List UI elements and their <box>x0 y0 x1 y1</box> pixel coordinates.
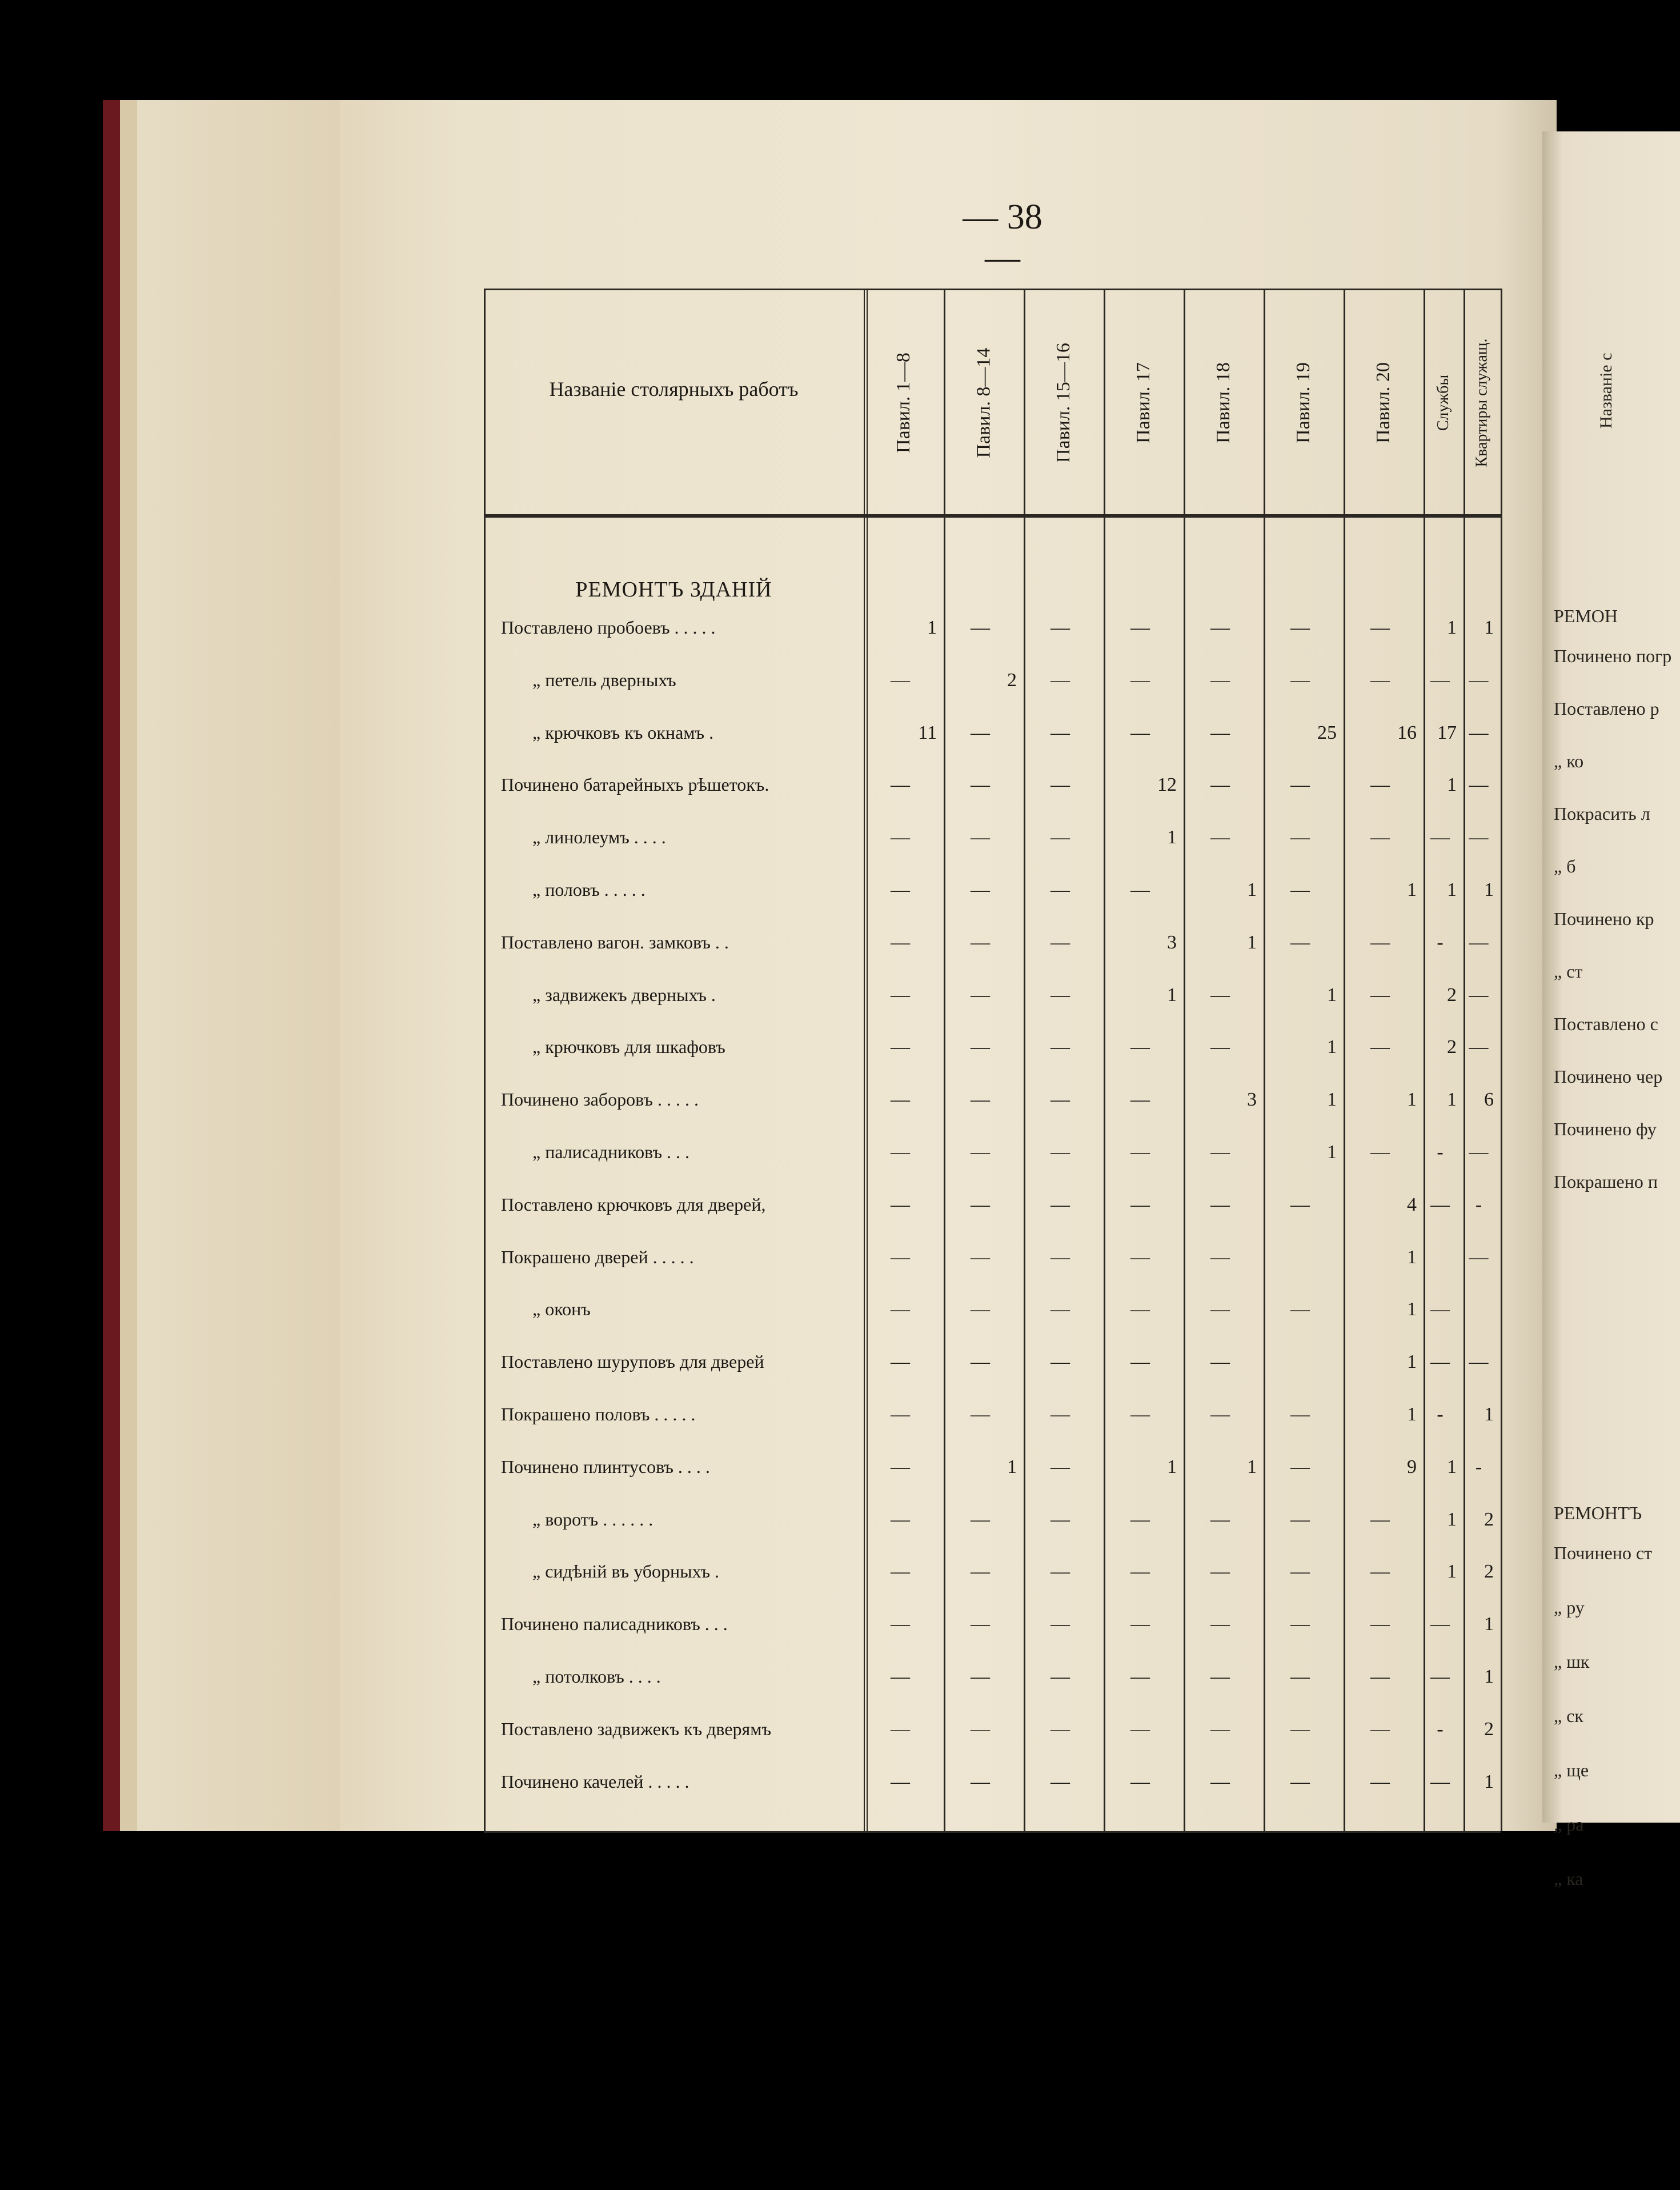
table-cell: 3 <box>1167 931 1177 953</box>
table-cell: — <box>891 669 910 691</box>
table-cell: — <box>1050 879 1070 900</box>
table-cell: 17 <box>1437 722 1457 743</box>
table-cell: — <box>1210 1771 1230 1792</box>
table-cell: — <box>1210 1718 1230 1740</box>
column-header <box>864 294 944 511</box>
table-cell: 1 <box>1407 1246 1417 1268</box>
column-header-label: Павил. 20 <box>1373 362 1394 443</box>
table-cell: 2 <box>1447 1036 1457 1058</box>
table-cell: — <box>971 1404 990 1425</box>
table-cell: — <box>1469 1036 1489 1058</box>
right-page-line: Поставлено р <box>1554 698 1659 719</box>
column-header <box>944 294 1024 511</box>
column-header <box>1184 294 1264 511</box>
table-row <box>484 722 1501 759</box>
row-label: „ линолеумъ . . . . <box>532 827 666 848</box>
row-label: „ оконъ <box>532 1299 591 1320</box>
table-cell: 1 <box>1407 1351 1417 1373</box>
table-cell: — <box>1290 1666 1310 1687</box>
table-cell: 9 <box>1407 1456 1417 1478</box>
table-cell: — <box>1050 1718 1070 1740</box>
table-cell: — <box>1290 774 1310 796</box>
table-cell: 16 <box>1397 722 1417 743</box>
table-cell: — <box>971 1194 990 1215</box>
right-page-line: Поставлено с <box>1554 1014 1658 1034</box>
row-label: Поставлено шуруповъ для дверей <box>501 1351 764 1372</box>
table-cell: 2 <box>1484 1508 1494 1530</box>
table-cell: 2 <box>1447 984 1457 1006</box>
table-cell: — <box>891 1089 910 1111</box>
table-cell: 1 <box>1484 1404 1494 1425</box>
table-row <box>484 879 1501 916</box>
table-cell: — <box>1050 1142 1070 1163</box>
table-cell: 12 <box>1157 774 1177 796</box>
table-cell: — <box>1370 1561 1390 1583</box>
table-cell: — <box>1370 1508 1390 1530</box>
row-label: „ палисадниковъ . . . <box>532 1142 690 1162</box>
table-cell: — <box>891 984 910 1006</box>
table-cell: — <box>1469 1142 1489 1163</box>
table-cell: 1 <box>1327 1089 1337 1111</box>
table-cell: — <box>1290 1561 1310 1583</box>
table-top-border <box>484 289 1501 290</box>
table-cell: 2 <box>1007 669 1017 691</box>
table-cell: 1 <box>1327 1036 1337 1058</box>
table-cell: — <box>1469 722 1489 743</box>
table-cell: — <box>1050 1561 1070 1583</box>
row-label: „ задвижекъ дверныхъ . <box>532 984 716 1005</box>
row-label: „ сидѣній въ уборныхъ . <box>532 1561 719 1582</box>
table-row <box>484 1456 1501 1493</box>
column-header <box>1464 294 1501 511</box>
table-cell: — <box>1430 1614 1450 1635</box>
table-cell: — <box>1370 617 1390 638</box>
table-row <box>484 1404 1501 1440</box>
table-cell: — <box>971 1614 990 1635</box>
table-cell: — <box>891 1456 910 1478</box>
right-page-line: „ б <box>1554 856 1576 876</box>
table-cell: - <box>1437 1404 1444 1425</box>
column-header <box>1344 294 1424 511</box>
table-row <box>484 617 1501 654</box>
right-page-line: „ ко <box>1554 751 1584 771</box>
right-page-line: „ ра <box>1554 1814 1584 1835</box>
row-label: „ петель дверныхъ <box>532 669 676 690</box>
column-header <box>1024 294 1104 511</box>
table-cell: — <box>891 774 910 796</box>
row-label: Поставлено задвижекъ къ дверямъ <box>501 1718 772 1739</box>
table-cell: — <box>1370 1036 1390 1058</box>
table-cell: — <box>1469 984 1489 1006</box>
table-cell: — <box>1050 931 1070 953</box>
table-cell: 3 <box>1247 1089 1257 1111</box>
table-cell: — <box>1290 617 1310 638</box>
table-cell: 1 <box>1407 1404 1417 1425</box>
table-cell: — <box>1130 1561 1150 1583</box>
table-cell: 25 <box>1317 722 1337 743</box>
row-label: Починено плинтусовъ . . . . <box>501 1456 710 1477</box>
table-row <box>484 1299 1501 1335</box>
table-cell: — <box>1130 722 1150 743</box>
table-cell: — <box>1050 1614 1070 1635</box>
right-page-section: РЕМОН <box>1554 606 1618 626</box>
table-cell: — <box>891 1771 910 1792</box>
table-cell: — <box>1130 1771 1150 1792</box>
column-header-label: Павил. 17 <box>1133 362 1154 443</box>
table-cell: — <box>1050 1508 1070 1530</box>
row-label: Поставлено вагон. замковъ . . <box>501 931 729 952</box>
row-label: „ половъ . . . . . <box>532 879 645 900</box>
table-cell: - <box>1437 931 1444 953</box>
table-cell: — <box>1050 984 1070 1006</box>
table-cell: — <box>1370 931 1390 953</box>
table-cell: - <box>1437 1142 1444 1163</box>
table-cell: — <box>1290 1614 1310 1635</box>
repairs-table <box>484 289 1501 1831</box>
table-cell: — <box>1290 827 1310 848</box>
table-cell: — <box>971 1771 990 1792</box>
table-cell: — <box>1130 1351 1150 1373</box>
column-header <box>1424 294 1464 511</box>
table-cell: — <box>1210 774 1230 796</box>
table-cell: — <box>1210 1614 1230 1635</box>
table-cell: — <box>1130 1508 1150 1530</box>
table-row <box>484 1194 1501 1231</box>
table-cell: 1 <box>1484 1771 1494 1792</box>
table-cell: — <box>1130 1404 1150 1425</box>
table-cell: — <box>1050 1456 1070 1478</box>
table-cell: 1 <box>1247 1456 1257 1478</box>
table-cell: — <box>1290 879 1310 900</box>
table-cell: — <box>1469 774 1489 796</box>
table-cell: — <box>1210 1246 1230 1268</box>
right-page-line: Починено погр <box>1554 646 1672 666</box>
table-cell: — <box>1469 827 1489 848</box>
table-cell: — <box>1050 1036 1070 1058</box>
table-cell: — <box>1469 931 1489 953</box>
table-cell: — <box>1210 1508 1230 1530</box>
table-cell: — <box>1430 669 1450 691</box>
row-label: Починено батарейныхъ рѣшетокъ. <box>501 774 769 795</box>
table-cell: 1 <box>1447 1561 1457 1583</box>
table-cell: — <box>1290 1299 1310 1320</box>
row-label: Покрашено половъ . . . . . <box>501 1404 696 1424</box>
column-divider <box>1501 289 1502 1831</box>
table-cell: — <box>1210 617 1230 638</box>
table-cell: 1 <box>1484 1666 1494 1687</box>
table-header-title: Названіе столярныхъ работъ <box>549 378 799 401</box>
table-cell: — <box>1050 1194 1070 1215</box>
column-header-label: Павил. 1—8 <box>893 353 914 453</box>
column-header-label: Павил. 18 <box>1213 362 1234 443</box>
table-cell: 1 <box>1327 1142 1337 1163</box>
right-page-line: Починено фу <box>1554 1119 1657 1139</box>
right-page-line: „ ск <box>1554 1705 1583 1726</box>
table-cell: — <box>1290 1508 1310 1530</box>
table-row <box>484 1142 1501 1178</box>
table-cell: — <box>1050 669 1070 691</box>
right-page-fragment <box>1542 131 1680 1889</box>
table-cell: — <box>1050 1666 1070 1687</box>
table-cell: 1 <box>1407 1299 1417 1320</box>
table-cell: — <box>1050 1351 1070 1373</box>
table-cell: - <box>1475 1194 1482 1215</box>
table-cell: — <box>971 1036 990 1058</box>
column-header-label: Службы <box>1434 374 1453 431</box>
table-row <box>484 1509 1501 1546</box>
table-cell: — <box>1210 1666 1230 1687</box>
table-cell: — <box>1130 1089 1150 1111</box>
table-cell: 1 <box>1407 1089 1417 1111</box>
table-cell: 1 <box>1327 984 1337 1006</box>
table-cell: — <box>971 1246 990 1268</box>
right-page-line: Покрашено п <box>1554 1171 1658 1192</box>
row-label: Поставлено пробоевъ . . . . . <box>501 617 716 638</box>
table-cell: 1 <box>1447 617 1457 638</box>
table-row <box>484 1351 1501 1388</box>
table-cell: — <box>1050 1089 1070 1111</box>
row-label: „ потолковъ . . . . <box>532 1666 661 1687</box>
table-cell: 11 <box>918 722 937 743</box>
table-cell: — <box>971 617 990 638</box>
table-cell: 1 <box>1447 774 1457 796</box>
table-cell: — <box>1130 1299 1150 1320</box>
table-cell: — <box>971 984 990 1006</box>
column-header <box>1104 294 1184 511</box>
table-cell: — <box>971 1508 990 1530</box>
table-cell: — <box>1370 774 1390 796</box>
book-edge <box>103 100 343 1831</box>
right-page-header: Названіе с <box>1597 353 1615 429</box>
table-cell: — <box>1469 669 1489 691</box>
table-cell: — <box>1430 1299 1450 1320</box>
table-cell: 4 <box>1407 1194 1417 1215</box>
table-cell: — <box>891 1194 910 1215</box>
right-page-line: Починено ст <box>1554 1543 1653 1563</box>
table-cell: — <box>1210 1142 1230 1163</box>
table-cell: — <box>1130 1614 1150 1635</box>
table-cell: 1 <box>1484 879 1494 900</box>
table-cell: — <box>1210 1194 1230 1215</box>
table-cell: — <box>891 827 910 848</box>
column-header <box>1264 294 1344 511</box>
table-row <box>484 1614 1501 1650</box>
table-cell: — <box>971 879 990 900</box>
column-header-label: Павил. 19 <box>1293 362 1314 443</box>
table-cell: 1 <box>1447 1508 1457 1530</box>
table-cell: — <box>971 1089 990 1111</box>
table-cell: — <box>1210 1299 1230 1320</box>
table-cell: 1 <box>927 617 937 638</box>
table-cell: — <box>971 1666 990 1687</box>
table-cell: — <box>891 879 910 900</box>
table-cell: — <box>891 1246 910 1268</box>
table-cell: — <box>1130 1194 1150 1215</box>
table-row <box>484 984 1501 1021</box>
table-cell: 1 <box>1247 931 1257 953</box>
table-cell: — <box>1210 1351 1230 1373</box>
table-cell: — <box>1430 1666 1450 1687</box>
table-row <box>484 1089 1501 1126</box>
table-bottom-border <box>484 1831 1501 1833</box>
table-cell: — <box>1130 669 1150 691</box>
right-page-section: РЕМОНТЪ <box>1554 1503 1642 1523</box>
table-cell: — <box>891 1561 910 1583</box>
table-row <box>484 932 1501 968</box>
table-cell: — <box>891 1666 910 1687</box>
table-cell: — <box>971 722 990 743</box>
section-title: РЕМОНТЪ ЗДАНІЙ <box>575 578 772 602</box>
table-cell: — <box>1370 1718 1390 1740</box>
table-cell: — <box>1050 1299 1070 1320</box>
right-page-line: „ шк <box>1554 1651 1590 1672</box>
table-cell: — <box>1210 669 1230 691</box>
table-cell: — <box>1130 1036 1150 1058</box>
row-label: Поставлено крючковъ для дверей, <box>501 1194 766 1215</box>
right-page-line: „ ще <box>1554 1760 1589 1780</box>
table-row <box>484 1036 1501 1073</box>
table-cell: — <box>891 1036 910 1058</box>
table-cell: — <box>1370 827 1390 848</box>
table-row <box>484 670 1501 706</box>
table-cell: — <box>1290 669 1310 691</box>
table-cell: 6 <box>1484 1089 1494 1111</box>
table-cell: — <box>1130 617 1150 638</box>
table-cell: — <box>1050 774 1070 796</box>
table-cell: — <box>1370 984 1390 1006</box>
table-cell: 1 <box>1447 1089 1457 1111</box>
table-cell: — <box>1370 1666 1390 1687</box>
table-row <box>484 1719 1501 1755</box>
page-number: — 38 — <box>963 198 1043 277</box>
table-cell: 2 <box>1484 1561 1494 1583</box>
table-cell: 1 <box>1447 1456 1457 1478</box>
right-page-line: „ ка <box>1554 1868 1583 1889</box>
table-cell: — <box>1469 1246 1489 1268</box>
table-cell: — <box>1370 669 1390 691</box>
table-cell: — <box>1290 1404 1310 1425</box>
table-cell: — <box>1130 1666 1150 1687</box>
table-cell: — <box>891 1718 910 1740</box>
table-cell: — <box>1210 1404 1230 1425</box>
table-cell: — <box>1370 1614 1390 1635</box>
table-cell: — <box>1130 1142 1150 1163</box>
table-cell: — <box>891 1142 910 1163</box>
row-label: „ крючковъ для шкафовъ <box>532 1036 725 1058</box>
table-cell: — <box>971 774 990 796</box>
table-cell: — <box>891 1351 910 1373</box>
table-cell: 1 <box>1484 617 1494 638</box>
table-cell: — <box>891 1614 910 1635</box>
table-cell: — <box>1370 1771 1390 1792</box>
table-cell: 1 <box>1167 1456 1177 1478</box>
table-cell: — <box>1370 1142 1390 1163</box>
table-cell: — <box>1130 879 1150 900</box>
table-row <box>484 1247 1501 1283</box>
row-label: Починено качелей . . . . . <box>501 1771 689 1792</box>
table-cell: — <box>1210 984 1230 1006</box>
table-row <box>484 1561 1501 1598</box>
table-cell: — <box>971 1351 990 1373</box>
table-cell: — <box>1290 1456 1310 1478</box>
table-row <box>484 827 1501 863</box>
table-row <box>484 1771 1501 1808</box>
table-cell: — <box>1050 722 1070 743</box>
row-label: Покрашено дверей . . . . . <box>501 1246 694 1267</box>
table-cell: — <box>1290 1194 1310 1215</box>
row-label: Починено заборовъ . . . . . <box>501 1089 699 1110</box>
column-header-label: Квартиры служащ. <box>1473 338 1491 467</box>
table-cell: — <box>891 1508 910 1530</box>
table-cell: — <box>1430 1194 1450 1215</box>
table-cell: — <box>1130 1718 1150 1740</box>
right-page-line: Починено кр <box>1554 908 1654 929</box>
table-cell: — <box>891 1299 910 1320</box>
table-cell: — <box>891 931 910 953</box>
table-cell: 1 <box>1407 879 1417 900</box>
table-cell: 1 <box>1167 827 1177 848</box>
table-cell: — <box>971 1561 990 1583</box>
row-label: „ воротъ . . . . . . <box>532 1508 653 1530</box>
table-cell: — <box>1210 1561 1230 1583</box>
table-cell: — <box>971 1718 990 1740</box>
table-cell: — <box>1050 617 1070 638</box>
table-cell: — <box>1210 1036 1230 1058</box>
table-cell: 1 <box>1447 879 1457 900</box>
table-cell: 1 <box>1484 1614 1494 1635</box>
table-cell: — <box>971 827 990 848</box>
table-cell: — <box>1430 1771 1450 1792</box>
table-cell: — <box>1210 722 1230 743</box>
table-cell: — <box>1469 1351 1489 1373</box>
table-cell: — <box>1050 1771 1070 1792</box>
right-page-line: „ ру <box>1554 1597 1585 1618</box>
table-cell: — <box>971 1299 990 1320</box>
table-row <box>484 774 1501 811</box>
right-page-line: Покрасить л <box>1554 803 1650 824</box>
table-cell: — <box>971 1142 990 1163</box>
table-cell: 2 <box>1484 1718 1494 1740</box>
table-cell: — <box>1430 827 1450 848</box>
table-cell: 1 <box>1247 879 1257 900</box>
table-cell: 1 <box>1007 1456 1017 1478</box>
column-header-label: Павил. 15—16 <box>1053 343 1074 463</box>
row-label: Починено палисадниковъ . . . <box>501 1614 728 1635</box>
right-page-line: „ ст <box>1554 961 1583 982</box>
right-page-line: Починено чер <box>1554 1066 1663 1087</box>
table-cell: — <box>1210 827 1230 848</box>
column-header-label: Павил. 8—14 <box>973 347 994 458</box>
table-cell: — <box>1050 1246 1070 1268</box>
table-cell: — <box>971 931 990 953</box>
table-cell: - <box>1437 1718 1444 1740</box>
table-cell: — <box>1430 1351 1450 1373</box>
table-cell: — <box>1130 1246 1150 1268</box>
table-cell: — <box>891 1404 910 1425</box>
row-label: „ крючковъ къ окнамъ . <box>532 722 714 743</box>
header-separator <box>484 514 1501 518</box>
table-row <box>484 1666 1501 1703</box>
table-cell: — <box>1290 1718 1310 1740</box>
table-cell: — <box>1050 1404 1070 1425</box>
table-cell: — <box>1050 827 1070 848</box>
table-cell: - <box>1475 1456 1482 1478</box>
table-cell: — <box>1290 1771 1310 1792</box>
table-cell: 1 <box>1167 984 1177 1006</box>
table-cell: — <box>1290 931 1310 953</box>
